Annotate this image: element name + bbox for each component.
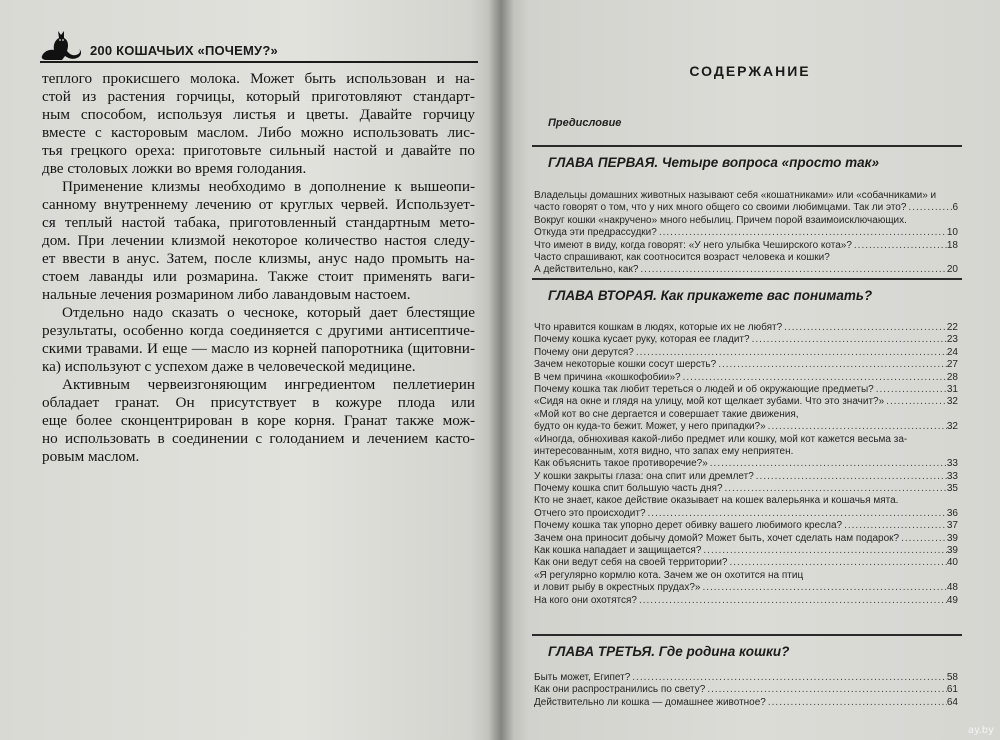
text-line: стоем лаванды или розмарина. Также стоит применять ваги-: [42, 268, 475, 285]
dot-leader: [716, 359, 947, 371]
toc-entry-title: Почему кошка так любит тереться о людей и об окружающие предметы?: [534, 383, 874, 395]
toc-entry-title: Зачем некоторые кошки сосут шерсть?: [534, 359, 717, 371]
toc-entries: [534, 190, 958, 277]
toc-entry: [534, 396, 958, 408]
text-line: нальные лечения розмарином либо лавандовым настоем.: [42, 286, 411, 303]
toc-page-number: 18: [946, 239, 958, 251]
toc-entry-title: интересованным, хотя видно, что запах ему неприятен.: [534, 445, 794, 457]
toc-page-number: 39: [946, 545, 958, 557]
toc-entry-title: «Мой кот во сне дергается и совершает такие движения,: [534, 408, 799, 420]
toc-page-number: 23: [946, 334, 958, 346]
toc-entry: [534, 409, 958, 421]
toc-entry-title: Почему кошка так упорно дерет обивку вашего любимого кресла?: [534, 520, 843, 532]
toc-entries: [534, 322, 958, 607]
toc-entry-title: Кто не знает, какое действие оказывает на кошек валерьянка и кошачья мята.: [534, 495, 899, 507]
cat-silhouette-icon: [38, 18, 84, 62]
toc-entry-title: Как они распространились по свету?: [534, 684, 706, 696]
dot-leader: [637, 595, 947, 607]
dot-leader: [681, 372, 947, 384]
text-line: санному внутреннему лечению от круглых червей. Использует-: [42, 196, 475, 213]
text-line: Активным червеизгоняющим ингредиентом пеллетиерин: [62, 376, 475, 393]
header-rule: [40, 61, 478, 63]
toc-entries: [534, 672, 958, 709]
text-line: две столовых ложки во время голодания.: [42, 160, 307, 177]
toc-entry: [534, 372, 958, 384]
toc-entry: [534, 684, 958, 696]
toc-entry-title: Откуда эти предрассудки?: [534, 227, 657, 239]
toc-page-number: 39: [946, 532, 958, 544]
text-line: но использовать в соединении с голоданием и лечением касто-: [42, 430, 475, 447]
chapter-heading: ГЛАВА ТРЕТЬЯ. Где родина кошки?: [548, 644, 790, 659]
toc-entry: [534, 545, 958, 557]
toc-entry-title: Что нравится кошкам в людях, которые их не любят?: [534, 322, 783, 333]
toc-entry: [534, 347, 958, 359]
toc-entry-title: Как они ведут себя на своей территории?: [534, 557, 728, 569]
dot-leader: [782, 322, 947, 334]
text-line: ка) используют с успехом даже в человеческой медицине.: [42, 358, 416, 375]
toc-entry: [534, 202, 958, 214]
dot-leader: [646, 508, 947, 520]
dot-leader: [701, 545, 946, 557]
toc-entry: [534, 471, 958, 483]
toc-entry: [534, 697, 958, 709]
book-gutter: [488, 0, 514, 740]
toc-entry: [534, 252, 958, 264]
dot-leader: [638, 264, 946, 276]
dot-leader: [899, 533, 947, 545]
toc-entry: [534, 434, 958, 446]
toc-entry-title: и ловит рыбу в окрестных прудах?»: [534, 582, 701, 594]
toc-entry-title: Почему кошка спит большую часть дня?: [534, 483, 723, 495]
toc-entry: [534, 570, 958, 582]
dot-leader: [705, 684, 947, 696]
dot-leader: [700, 582, 946, 594]
toc-page-number: 31: [946, 383, 958, 395]
toc-page-number: 6: [952, 202, 958, 214]
toc-page-number: 35: [946, 483, 958, 495]
toc-page-number: 33: [946, 458, 958, 470]
toc-page-number: 36: [946, 507, 958, 519]
toc-entry-title: Отчего это происходит?: [534, 507, 646, 519]
dot-leader: [708, 458, 947, 470]
text-line: дом. При лечении клизмой некоторое количество настоя следу-: [42, 232, 475, 249]
toc-entry: [534, 421, 958, 433]
toc-entry: [534, 557, 958, 569]
toc-entry: [534, 359, 958, 371]
toc-entry: [534, 334, 958, 346]
toc-page-number: 37: [946, 520, 958, 532]
toc-page-number: 48: [946, 582, 958, 594]
toc-entry: [534, 582, 958, 594]
toc-page-number: 22: [946, 322, 958, 333]
toc-entry-title: Зачем она приносит добычу домой? Может быть, хочет сделать нам подарок?: [534, 532, 900, 544]
dot-leader: [728, 557, 947, 569]
text-line: вместе с касторовым маслом. Либо можно использовать лис-: [42, 124, 475, 141]
toc-entry: [534, 672, 958, 684]
text-line: ет ввести в анус. Затем, после клизмы, анус надо промыть на-: [42, 250, 475, 267]
toc-entry: [534, 520, 958, 532]
toc-entry-title: Быть может, Египет?: [534, 672, 631, 683]
dot-leader: [766, 697, 947, 709]
toc-entry-title: Что имеют в виду, когда говорят: «У него улыбка Чеширского кота»?: [534, 239, 852, 251]
dot-leader: [723, 483, 947, 495]
toc-entry: [534, 190, 958, 202]
text-line: Отдельно надо сказать о чесноке, который дает блестящие: [62, 304, 475, 321]
toc-entry: [534, 533, 958, 545]
toc-entry-title: В чем причина «кошкофобии»?: [534, 371, 681, 383]
toc-entry-title: А действительно, как?: [534, 264, 639, 276]
toc-title: СОДЕРЖАНИЕ: [689, 63, 811, 79]
toc-entry-title: Почему они дерутся?: [534, 346, 634, 358]
chapter-rule: [532, 278, 962, 280]
dot-leader: [657, 227, 947, 239]
chapter-heading: ГЛАВА ВТОРАЯ. Как прикажете вас понимать?: [548, 288, 873, 303]
toc-entry: [534, 508, 958, 520]
dot-leader: [906, 202, 952, 214]
toc-page-number: 40: [946, 557, 958, 569]
toc-page-number: 49: [946, 594, 958, 606]
toc-page-number: 10: [946, 227, 958, 239]
text-line: ным способом, используя листья и цветы. Давайте горчицу: [42, 106, 475, 123]
toc-entry: [534, 240, 958, 252]
text-line: теплого прокисшего молока. Может быть использован и на-: [42, 70, 475, 87]
toc-page-number: 20: [946, 264, 958, 276]
toc-entry: [534, 495, 958, 507]
text-line: результаты, особенно когда соединяется с другими антисептиче-: [42, 322, 475, 339]
chapter-rule: [532, 145, 962, 147]
dot-leader: [852, 240, 947, 252]
text-line: скими травами. И еще — масло из корней папоротника (щитовни-: [42, 340, 475, 357]
toc-entry-title: Владельцы домашних животных называют себя «кошатниками» или «собачниками» и: [534, 190, 937, 201]
text-line: стой из растения горчицы, который приготовляют стандарт-: [42, 88, 475, 105]
toc-page-number: 61: [946, 684, 958, 696]
dot-leader: [630, 672, 947, 684]
toc-entry-title: «Сидя на окне и глядя на улицу, мой кот щелкает зубами. Что это значит?»: [534, 396, 885, 408]
toc-entry: [534, 483, 958, 495]
text-line: ровым маслом.: [42, 448, 140, 465]
toc-page-number: 32: [946, 396, 958, 408]
text-line: тья грецкого ореха: приготовьте сильный настой и давайте по: [42, 142, 475, 159]
text-line: Применение клизмы необходимо в дополнение к вышеопи-: [62, 178, 475, 195]
toc-entry: [534, 458, 958, 470]
preface-entry: Предисловие: [548, 117, 622, 129]
text-line: обладает гранат. Он присутствует в кожуре плода или: [42, 394, 475, 411]
dot-leader: [750, 334, 947, 346]
dot-leader: [754, 471, 947, 483]
dot-leader: [884, 396, 947, 408]
body-text: [42, 70, 475, 466]
dot-leader: [874, 384, 947, 396]
toc-entry-title: «Иногда, обнюхивая какой-либо предмет или кошку, мой кот кажется весьма за-: [534, 433, 908, 445]
text-line: еще более сконцентрирован в коре корня. Гранат также мож-: [42, 412, 475, 429]
toc-entry: [534, 264, 958, 276]
toc-entry-title: На кого они охотятся?: [534, 594, 637, 606]
toc-entry-title: Часто спрашивают, как соотносится возраст человека и кошки?: [534, 251, 830, 263]
toc-entry: [534, 595, 958, 607]
dot-leader: [766, 421, 947, 433]
chapter-heading: ГЛАВА ПЕРВАЯ. Четыре вопроса «просто так»: [548, 155, 880, 170]
toc-page-number: 28: [946, 371, 958, 383]
toc-entry-title: часто говорят о том, что у них много общего со своими любимцами. Так ли это?: [534, 202, 907, 214]
running-head: 200 КОШАЧЬИХ «ПОЧЕМУ?»: [90, 43, 278, 58]
toc-entry: [534, 322, 958, 334]
watermark: ay.by: [967, 725, 994, 736]
dot-leader: [842, 520, 947, 532]
toc-entry: [534, 446, 958, 458]
toc-entry: [534, 215, 958, 227]
toc-entry-title: У кошки закрыты глаза: она спит или дремлет?: [534, 470, 754, 482]
text-line: ся теплый настой табака, приготовленный стандартным мето-: [42, 214, 475, 231]
toc-entry-title: Почему кошка кусает руку, которая ее гладит?: [534, 334, 750, 346]
dot-leader: [634, 347, 947, 359]
chapter-rule: [532, 634, 962, 636]
right-page: [500, 0, 1000, 740]
toc-page-number: 58: [946, 672, 958, 683]
toc-page-number: 32: [946, 421, 958, 433]
toc-page-number: 27: [946, 359, 958, 371]
toc-entry: [534, 227, 958, 239]
toc-entry-title: будто он куда-то бежит. Может, у него припадки?»: [534, 421, 766, 433]
toc-entry-title: Как объяснить такое противоречие?»: [534, 458, 708, 470]
toc-entry-title: Вокруг кошки «накручено» много небылиц. Причем порой взаимоисключающих.: [534, 214, 907, 226]
toc-entry-title: «Я регулярно кормлю кота. Зачем же он охотится на птиц: [534, 569, 804, 581]
toc-page-number: 24: [946, 346, 958, 358]
toc-page-number: 64: [946, 696, 958, 708]
toc-entry-title: Действительно ли кошка — домашнее животное?: [534, 696, 766, 708]
toc-entry-title: Как кошка нападает и защищается?: [534, 545, 702, 557]
toc-entry: [534, 384, 958, 396]
toc-page-number: 33: [946, 470, 958, 482]
